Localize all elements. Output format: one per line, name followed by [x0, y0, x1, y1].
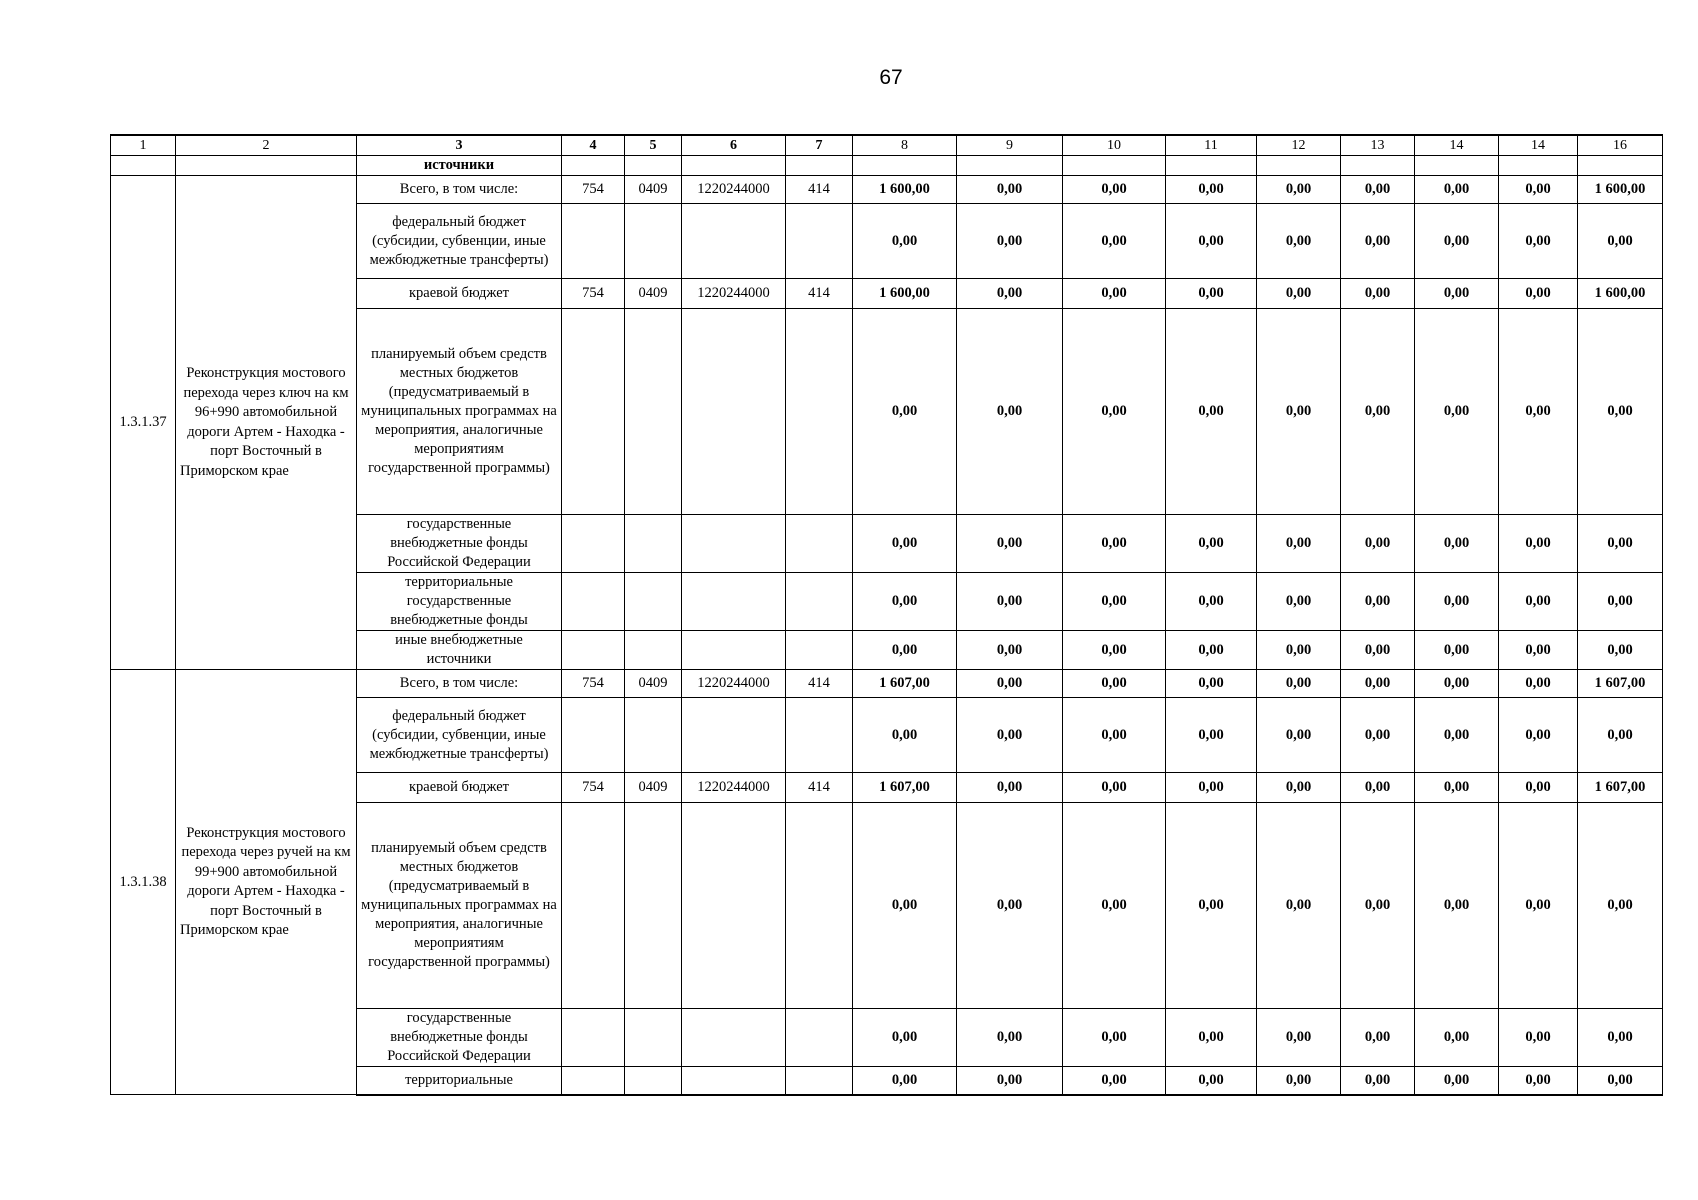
- amount-cell: 0,00: [1341, 309, 1415, 515]
- amount-cell: 0,00: [1166, 176, 1257, 204]
- amount-cell: 0,00: [1341, 803, 1415, 1009]
- source-cell: источники: [357, 156, 562, 176]
- continuation-row: [111, 156, 1663, 176]
- amount-cell: 0,00: [1499, 176, 1578, 204]
- funding-source: территориальные государственные внебюджетные фонды: [357, 573, 562, 631]
- funding-source: краевой бюджет: [357, 773, 562, 803]
- cell: [786, 156, 853, 176]
- code-cell: [111, 156, 176, 176]
- amount-cell: 0,00: [957, 698, 1063, 773]
- amount-cell: 0,00: [1499, 204, 1578, 279]
- amount-cell: 0,00: [1166, 1009, 1257, 1067]
- amount-cell: 0,00: [1257, 698, 1341, 773]
- amount-cell: 0,00: [1499, 698, 1578, 773]
- expense-type-code: [786, 515, 853, 573]
- section-code: [625, 1067, 682, 1095]
- cell: [1499, 156, 1578, 176]
- section-code: [625, 631, 682, 670]
- amount-cell: 0,00: [1063, 1009, 1166, 1067]
- expense-type-code: 414: [786, 773, 853, 803]
- cell: [1415, 156, 1499, 176]
- amount-cell: 0,00: [1578, 698, 1663, 773]
- amount-cell: 0,00: [1415, 515, 1499, 573]
- column-number: 10: [1063, 135, 1166, 156]
- section-code: 0409: [625, 279, 682, 309]
- amount-cell: 0,00: [1341, 279, 1415, 309]
- amount-cell: 0,00: [1341, 1067, 1415, 1095]
- amount-cell: 0,00: [1499, 803, 1578, 1009]
- target-item-code: [682, 309, 786, 515]
- amount-cell: 0,00: [1166, 1067, 1257, 1095]
- amount-cell: 0,00: [957, 1067, 1063, 1095]
- amount-cell: 0,00: [1063, 515, 1166, 573]
- expense-type-code: [786, 1009, 853, 1067]
- ministry-code: [562, 309, 625, 515]
- amount-cell: 0,00: [1257, 670, 1341, 698]
- cell: [853, 156, 957, 176]
- amount-cell: 0,00: [853, 1067, 957, 1095]
- column-number: 14: [1499, 135, 1578, 156]
- expense-type-code: 414: [786, 176, 853, 204]
- amount-cell: 0,00: [1063, 176, 1166, 204]
- funding-source: иные внебюджетные источники: [357, 631, 562, 670]
- funding-source: федеральный бюджет (субсидии, субвенции, иные межбюджетные трансферты): [357, 698, 562, 773]
- amount-cell: 1 607,00: [1578, 773, 1663, 803]
- cell: [1166, 156, 1257, 176]
- name-cell: [176, 156, 357, 176]
- amount-cell: 0,00: [1257, 176, 1341, 204]
- amount-cell: 0,00: [1257, 773, 1341, 803]
- amount-cell: 0,00: [1257, 631, 1341, 670]
- amount-cell: 0,00: [957, 573, 1063, 631]
- amount-cell: 0,00: [957, 803, 1063, 1009]
- funding-source: федеральный бюджет (субсидии, субвенции, иные межбюджетные трансферты): [357, 204, 562, 279]
- column-number: 14: [1415, 135, 1499, 156]
- amount-cell: 0,00: [1166, 773, 1257, 803]
- amount-cell: 0,00: [1415, 1067, 1499, 1095]
- ministry-code: [562, 515, 625, 573]
- section-code: 0409: [625, 670, 682, 698]
- column-number-row: [111, 135, 1663, 156]
- amount-cell: 0,00: [1415, 309, 1499, 515]
- item-name: Реконструкция мостового перехода через ручей на км 99+900 автомобильной дороги Артем - Находка - порт Восточный в Приморском крае: [176, 670, 357, 1095]
- funding-source: государственные внебюджетные фонды Российской Федерации: [357, 515, 562, 573]
- target-item-code: [682, 515, 786, 573]
- amount-cell: 0,00: [853, 573, 957, 631]
- ministry-code: [562, 631, 625, 670]
- ministry-code: [562, 698, 625, 773]
- amount-cell: 0,00: [1415, 573, 1499, 631]
- target-item-code: [682, 698, 786, 773]
- cell: [1063, 156, 1166, 176]
- cell: [1257, 156, 1341, 176]
- column-number: 7: [786, 135, 853, 156]
- funding-source: Всего, в том числе:: [357, 670, 562, 698]
- column-number: 1: [111, 135, 176, 156]
- column-number: 9: [957, 135, 1063, 156]
- amount-cell: 0,00: [1578, 309, 1663, 515]
- funding-source: территориальные: [357, 1067, 562, 1095]
- amount-cell: 1 600,00: [1578, 279, 1663, 309]
- target-item-code: 1220244000: [682, 279, 786, 309]
- column-number: 5: [625, 135, 682, 156]
- amount-cell: 0,00: [1499, 573, 1578, 631]
- amount-cell: 0,00: [1063, 631, 1166, 670]
- amount-cell: 0,00: [1415, 670, 1499, 698]
- expense-type-code: [786, 309, 853, 515]
- section-code: [625, 573, 682, 631]
- target-item-code: [682, 573, 786, 631]
- amount-cell: 1 600,00: [853, 176, 957, 204]
- item-code: 1.3.1.38: [111, 670, 176, 1095]
- column-number: 11: [1166, 135, 1257, 156]
- ministry-code: [562, 573, 625, 631]
- page-number: 67: [879, 66, 903, 89]
- amount-cell: 0,00: [1063, 573, 1166, 631]
- column-number: 4: [562, 135, 625, 156]
- amount-cell: 0,00: [1341, 670, 1415, 698]
- amount-cell: 0,00: [1499, 515, 1578, 573]
- amount-cell: 0,00: [1341, 176, 1415, 204]
- expense-type-code: [786, 204, 853, 279]
- amount-cell: 0,00: [1341, 515, 1415, 573]
- amount-cell: 0,00: [1499, 1009, 1578, 1067]
- amount-cell: 0,00: [1166, 515, 1257, 573]
- amount-cell: 0,00: [1499, 309, 1578, 515]
- cell: [625, 156, 682, 176]
- amount-cell: 0,00: [1257, 1009, 1341, 1067]
- amount-cell: 0,00: [957, 279, 1063, 309]
- amount-cell: 0,00: [1063, 698, 1166, 773]
- ministry-code: 754: [562, 670, 625, 698]
- expense-type-code: 414: [786, 670, 853, 698]
- funding-source: планируемый объем средств местных бюджетов (предусматриваемый в муниципальных программах на мероприятия, аналогичные мероприятиям государственной программы): [357, 803, 562, 1009]
- column-number: 16: [1578, 135, 1663, 156]
- amount-cell: 0,00: [1166, 803, 1257, 1009]
- item-code: 1.3.1.37: [111, 176, 176, 670]
- target-item-code: 1220244000: [682, 670, 786, 698]
- amount-cell: 0,00: [853, 631, 957, 670]
- ministry-code: 754: [562, 773, 625, 803]
- ministry-code: [562, 803, 625, 1009]
- amount-cell: 0,00: [1499, 279, 1578, 309]
- amount-cell: 0,00: [1341, 631, 1415, 670]
- amount-cell: 0,00: [1341, 698, 1415, 773]
- amount-cell: 0,00: [1578, 204, 1663, 279]
- amount-cell: 0,00: [1063, 1067, 1166, 1095]
- budget-table: [110, 134, 1663, 1096]
- amount-cell: 1 600,00: [853, 279, 957, 309]
- amount-cell: 0,00: [1415, 773, 1499, 803]
- column-number: 12: [1257, 135, 1341, 156]
- amount-cell: 0,00: [1166, 631, 1257, 670]
- amount-cell: 0,00: [1257, 515, 1341, 573]
- amount-cell: 0,00: [957, 309, 1063, 515]
- amount-cell: 1 607,00: [853, 670, 957, 698]
- section-code: [625, 204, 682, 279]
- amount-cell: 0,00: [853, 1009, 957, 1067]
- ministry-code: 754: [562, 176, 625, 204]
- amount-cell: 0,00: [1578, 631, 1663, 670]
- amount-cell: 0,00: [957, 515, 1063, 573]
- amount-cell: 0,00: [1063, 803, 1166, 1009]
- ministry-code: [562, 1009, 625, 1067]
- amount-cell: 0,00: [1063, 309, 1166, 515]
- section-code: [625, 803, 682, 1009]
- target-item-code: [682, 803, 786, 1009]
- amount-cell: 0,00: [1063, 204, 1166, 279]
- amount-cell: 0,00: [1578, 515, 1663, 573]
- cell: [1578, 156, 1663, 176]
- amount-cell: 0,00: [957, 1009, 1063, 1067]
- expense-type-code: [786, 631, 853, 670]
- cell: [682, 156, 786, 176]
- funding-source: Всего, в том числе:: [357, 176, 562, 204]
- amount-cell: 0,00: [1415, 631, 1499, 670]
- expense-type-code: [786, 573, 853, 631]
- ministry-code: [562, 204, 625, 279]
- amount-cell: 0,00: [1063, 670, 1166, 698]
- amount-cell: 0,00: [1257, 279, 1341, 309]
- section-code: 0409: [625, 773, 682, 803]
- amount-cell: 0,00: [1415, 698, 1499, 773]
- amount-cell: 0,00: [1063, 773, 1166, 803]
- amount-cell: 1 607,00: [853, 773, 957, 803]
- amount-cell: 0,00: [1415, 176, 1499, 204]
- column-number: 6: [682, 135, 786, 156]
- column-number: 8: [853, 135, 957, 156]
- column-number: 13: [1341, 135, 1415, 156]
- section-code: [625, 515, 682, 573]
- expense-type-code: [786, 698, 853, 773]
- amount-cell: 0,00: [1341, 204, 1415, 279]
- section-code: [625, 698, 682, 773]
- amount-cell: 0,00: [1578, 573, 1663, 631]
- amount-cell: 0,00: [1415, 803, 1499, 1009]
- amount-cell: 1 607,00: [1578, 670, 1663, 698]
- amount-cell: 0,00: [853, 698, 957, 773]
- amount-cell: 0,00: [1257, 573, 1341, 631]
- amount-cell: 0,00: [957, 176, 1063, 204]
- amount-cell: 0,00: [1257, 803, 1341, 1009]
- cell: [957, 156, 1063, 176]
- amount-cell: 0,00: [957, 631, 1063, 670]
- amount-cell: 0,00: [1257, 1067, 1341, 1095]
- amount-cell: 0,00: [1415, 204, 1499, 279]
- item-name: Реконструкция мостового перехода через ключ на км 96+990 автомобильной дороги Артем - Находка - порт Восточный в Приморском крае: [176, 176, 357, 670]
- table-row: [111, 176, 1663, 204]
- amount-cell: 0,00: [1578, 1009, 1663, 1067]
- section-code: 0409: [625, 176, 682, 204]
- ministry-code: 754: [562, 279, 625, 309]
- target-item-code: [682, 204, 786, 279]
- amount-cell: 0,00: [1166, 670, 1257, 698]
- target-item-code: [682, 631, 786, 670]
- amount-cell: 0,00: [853, 515, 957, 573]
- funding-source: краевой бюджет: [357, 279, 562, 309]
- amount-cell: 0,00: [1415, 1009, 1499, 1067]
- amount-cell: 0,00: [1578, 1067, 1663, 1095]
- cell: [1341, 156, 1415, 176]
- amount-cell: 0,00: [1257, 204, 1341, 279]
- amount-cell: 0,00: [957, 204, 1063, 279]
- amount-cell: 0,00: [1578, 803, 1663, 1009]
- amount-cell: 0,00: [1166, 279, 1257, 309]
- expense-type-code: [786, 803, 853, 1009]
- amount-cell: 0,00: [1063, 279, 1166, 309]
- amount-cell: 0,00: [1499, 631, 1578, 670]
- amount-cell: 0,00: [1257, 309, 1341, 515]
- amount-cell: 0,00: [1166, 698, 1257, 773]
- amount-cell: 0,00: [853, 309, 957, 515]
- funding-source: государственные внебюджетные фонды Российской Федерации: [357, 1009, 562, 1067]
- target-item-code: [682, 1067, 786, 1095]
- expense-type-code: 414: [786, 279, 853, 309]
- amount-cell: 0,00: [1341, 573, 1415, 631]
- expense-type-code: [786, 1067, 853, 1095]
- amount-cell: 0,00: [1166, 573, 1257, 631]
- amount-cell: 0,00: [1341, 773, 1415, 803]
- amount-cell: 0,00: [853, 204, 957, 279]
- amount-cell: 0,00: [1499, 1067, 1578, 1095]
- column-number: 3: [357, 135, 562, 156]
- amount-cell: 1 600,00: [1578, 176, 1663, 204]
- funding-source: планируемый объем средств местных бюджетов (предусматриваемый в муниципальных программах на мероприятия, аналогичные мероприятиям государственной программы): [357, 309, 562, 515]
- column-number: 2: [176, 135, 357, 156]
- target-item-code: 1220244000: [682, 176, 786, 204]
- amount-cell: 0,00: [957, 773, 1063, 803]
- section-code: [625, 1009, 682, 1067]
- target-item-code: [682, 1009, 786, 1067]
- amount-cell: 0,00: [853, 803, 957, 1009]
- amount-cell: 0,00: [1341, 1009, 1415, 1067]
- amount-cell: 0,00: [957, 670, 1063, 698]
- ministry-code: [562, 1067, 625, 1095]
- amount-cell: 0,00: [1166, 309, 1257, 515]
- amount-cell: 0,00: [1499, 773, 1578, 803]
- amount-cell: 0,00: [1166, 204, 1257, 279]
- target-item-code: 1220244000: [682, 773, 786, 803]
- amount-cell: 0,00: [1499, 670, 1578, 698]
- table-row: [111, 670, 1663, 698]
- amount-cell: 0,00: [1415, 279, 1499, 309]
- cell: [562, 156, 625, 176]
- section-code: [625, 309, 682, 515]
